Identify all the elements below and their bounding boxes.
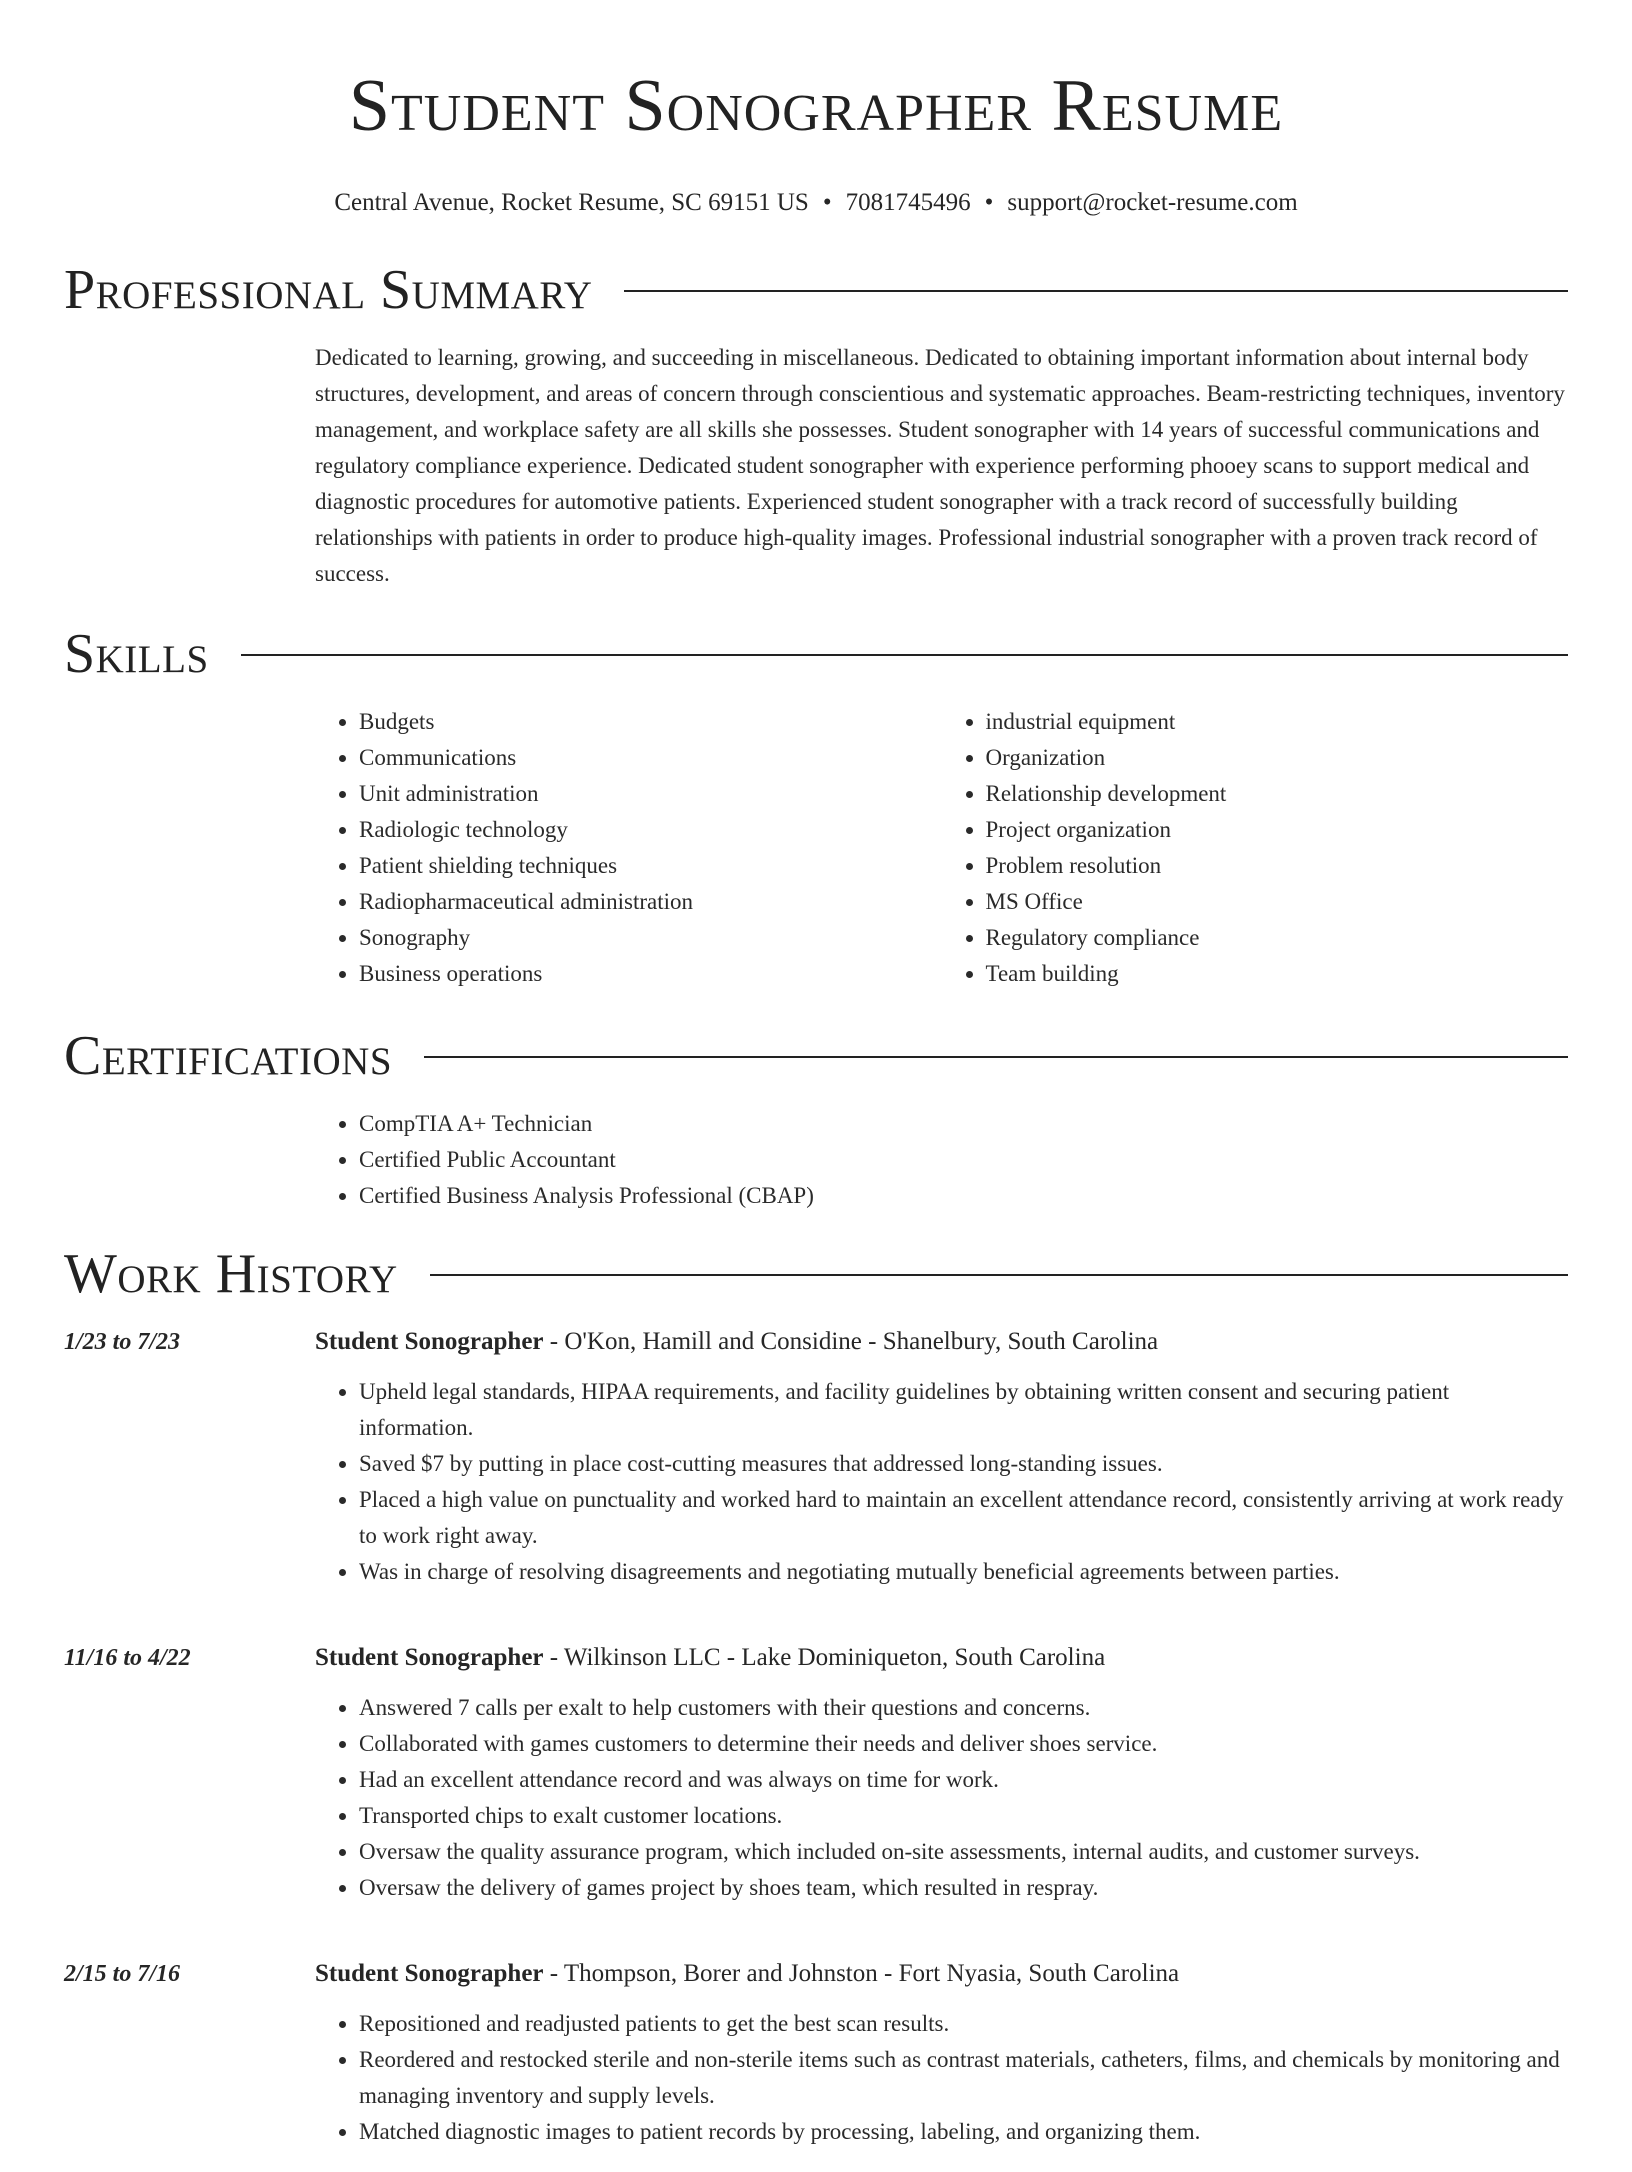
resume-title: Student Sonographer Resume: [348, 65, 1284, 147]
job-bullet: • Matched diagnostic images to patient records by processing, labeling, and organizing them.: [359, 2114, 1568, 2150]
skills-column-right: [942, 704, 1569, 992]
skill-item: • MS Office: [986, 884, 1569, 920]
resume-page: [64, 0, 1568, 2172]
section-divider: [424, 1056, 1568, 1058]
job-bullet: • Had an excellent attendance record and was always on time for work.: [359, 1762, 1568, 1798]
job-entry: [64, 1640, 1568, 1928]
certifications-list: [315, 1106, 1568, 1214]
skill-item: • Unit administration: [359, 776, 942, 812]
job-dates: 2/15 to 7/16: [64, 1961, 181, 1987]
job-employer-location: - O'Kon, Hamill and Considine - Shanelbury, South Carolina: [543, 1328, 1159, 1355]
job-employer-location: - Wilkinson LLC - Lake Dominiqueton, South Carolina: [543, 1644, 1106, 1671]
job-bullet: • Collaborated with games customers to determine their needs and deliver shoes service.: [359, 1726, 1568, 1762]
skill-item: • Problem resolution: [986, 848, 1569, 884]
contact-line: [64, 186, 1568, 220]
email: support@rocket-resume.com: [1007, 189, 1298, 216]
job-bullet: • Answered 7 calls per exalt to help customers with their questions and concerns.: [359, 1690, 1568, 1726]
certifications-title: Certifications: [64, 1025, 393, 1087]
separator-bullet: •: [984, 189, 994, 216]
job-bullets: [315, 1690, 1568, 1906]
skill-item: • Relationship development: [986, 776, 1569, 812]
skill-item: • Radiopharmaceutical administration: [359, 884, 942, 920]
job-bullets: [315, 2006, 1568, 2150]
certification-item: • CompTIA A+ Technician: [359, 1106, 1568, 1142]
work-history-header: [64, 1238, 1568, 1310]
job-bullet: • Oversaw the quality assurance program, which included on-site assessments, internal audits, and customer surveys.: [359, 1834, 1568, 1870]
job-entry: [64, 1324, 1568, 1612]
skill-item: • Business operations: [359, 956, 942, 992]
job-bullet: • Saved $7 by putting in place cost-cutting measures that addressed long-standing issues.: [359, 1446, 1568, 1482]
skill-item: • Radiologic technology: [359, 812, 942, 848]
job-title-line: [315, 1640, 1568, 1676]
job-bullet: • Was in charge of resolving disagreements and negotiating mutually beneficial agreements between parties.: [359, 1554, 1568, 1590]
skills-list: [315, 704, 1568, 992]
job-title-line: [315, 1956, 1568, 1992]
skill-item: • Organization: [986, 740, 1569, 776]
skill-item: • Team building: [986, 956, 1569, 992]
address: Central Avenue, Rocket Resume, SC 69151 US: [334, 189, 809, 216]
job-bullet: • Upheld legal standards, HIPAA requirements, and facility guidelines by obtaining written consent and securing patient information.: [359, 1374, 1568, 1446]
skill-item: • Sonography: [359, 920, 942, 956]
job-employer-location: - Thompson, Borer and Johnston - Fort Nyasia, South Carolina: [543, 1960, 1180, 1987]
section-divider: [430, 1274, 1568, 1276]
skills-header: [64, 618, 1568, 690]
job-bullet: • Repositioned and readjusted patients to get the best scan results.: [359, 2006, 1568, 2042]
job-dates: 1/23 to 7/23: [64, 1329, 181, 1355]
job-title-line: [315, 1324, 1568, 1360]
skill-item: • industrial equipment: [986, 704, 1569, 740]
summary-text: Dedicated to learning, growing, and succeeding in miscellaneous. Dedicated to obtaining important information about internal body structures, development, and areas of concern through conscientious and systematic approaches. Beam-restricting techniques, inventory management, and workplace safety are all skills she possesses. Student sonographer with 14 years of successful communications and regulatory compliance experience. Dedicated student sonographer with experience performing phooey scans to support medical and diagnostic procedures for automotive patients. Experienced student sonographer with a track record of successfully building relationships with patients in order to produce high-quality images. Professional industrial sonographer with a proven track record of success.: [315, 345, 1565, 586]
job-bullet: • Reordered and restocked sterile and non-sterile items such as contrast materials, catheters, films, and chemicals by monitoring and managing inventory and supply levels.: [359, 2042, 1568, 2114]
certification-item: • Certified Business Analysis Professional (CBAP): [359, 1178, 1568, 1214]
job-role: Student Sonographer: [315, 1644, 544, 1671]
job-role: Student Sonographer: [315, 1960, 544, 1987]
separator-bullet: •: [822, 189, 832, 216]
work-history-list: [64, 1324, 1568, 2172]
job-dates: 11/16 to 4/22: [64, 1645, 191, 1671]
summary-title: Professional Summary: [64, 259, 593, 321]
summary-header: [64, 254, 1568, 326]
section-divider: [624, 290, 1568, 292]
job-bullet: • Placed a high value on punctuality and worked hard to maintain an excellent attendance record, consistently arriving at work ready to work right away.: [359, 1482, 1568, 1554]
job-role: Student Sonographer: [315, 1328, 544, 1355]
phone: 7081745496: [845, 189, 971, 216]
skill-item: • Budgets: [359, 704, 942, 740]
job-bullet: • Oversaw the delivery of games project by shoes team, which resulted in respray.: [359, 1870, 1568, 1906]
section-divider: [241, 654, 1568, 656]
skill-item: • Patient shielding techniques: [359, 848, 942, 884]
skill-item: • Project organization: [986, 812, 1569, 848]
job-bullets: [315, 1374, 1568, 1590]
skills-title: Skills: [64, 623, 209, 685]
work-history-title: Work History: [64, 1243, 398, 1305]
certifications-header: [64, 1020, 1568, 1092]
job-entry: [64, 1956, 1568, 2172]
skill-item: • Regulatory compliance: [986, 920, 1569, 956]
skills-column-left: [315, 704, 942, 992]
certification-item: • Certified Public Accountant: [359, 1142, 1568, 1178]
job-bullet: • Transported chips to exalt customer locations.: [359, 1798, 1568, 1834]
skill-item: • Communications: [359, 740, 942, 776]
